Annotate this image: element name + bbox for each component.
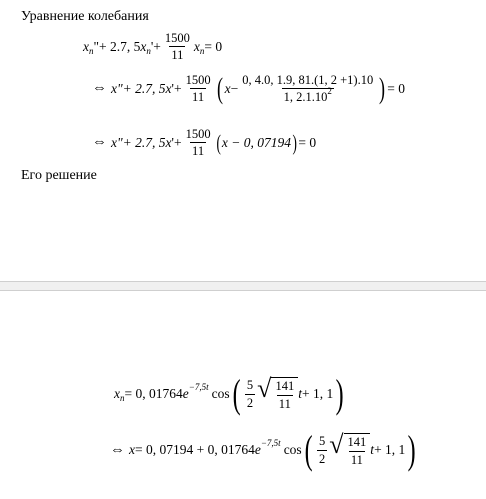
sol1-amplitude: = 0, 01764: [124, 386, 183, 401]
sol1-right-paren: ): [335, 371, 344, 416]
sol2-sqrt: [329, 430, 370, 467]
sol1-cos: cos: [211, 386, 230, 401]
equation-3: [92, 127, 316, 159]
sol2-fraction-141-11: [346, 435, 369, 467]
eq1-frac-den: 11: [171, 48, 184, 63]
sol1-t: t: [298, 386, 302, 401]
sol2-fraction-5-2: [317, 434, 327, 466]
eq1-fraction: [163, 31, 192, 63]
sol2-f1-den: 2: [319, 451, 326, 466]
sol1-f2-num: 141: [275, 379, 295, 394]
sol2-f1-num: 5: [319, 434, 326, 449]
eq1-frac-num: 1500: [164, 31, 190, 45]
page-break: [0, 281, 486, 291]
eq2-fraction: [184, 73, 213, 105]
sol1-radicand: [271, 377, 298, 411]
eq1-x3: x: [193, 38, 200, 54]
sol1-exponent: −7,5t: [188, 382, 209, 392]
eq1-subscript-n3: n: [199, 45, 205, 56]
eq3-equals-zero: = 0: [298, 134, 317, 150]
eq2-iff-symbol: ⇔: [92, 80, 107, 97]
eq2-left-paren: (: [216, 71, 223, 105]
sol2-left-paren: (: [304, 427, 313, 472]
sol2-x: x: [129, 442, 135, 457]
eq3-frac-num: 1500: [185, 127, 211, 141]
eq2-equals-zero: = 0: [387, 80, 405, 96]
sol1-f2-den: 11: [278, 396, 291, 411]
eq1-subscript-n2: n: [146, 45, 151, 56]
eq2-big-den-base: 1, 2.1.10: [283, 90, 328, 105]
eq2-prime-plus: '+: [171, 80, 182, 96]
sol2-phase: + 1, 1: [374, 442, 406, 457]
eq2-minus: −: [230, 80, 239, 96]
heading-its-solution: Его решение: [21, 168, 97, 183]
sol2-right-paren: ): [407, 427, 416, 472]
solution-1: [114, 371, 347, 416]
sol2-radical-sign: √: [329, 430, 344, 460]
eq1-subscript-n: n: [89, 45, 94, 56]
sol2-iff-symbol: ⇔: [110, 441, 125, 458]
eq2-frac-den: 11: [192, 90, 205, 105]
eq3-lhs: x"+ 2.7, 5: [111, 134, 166, 150]
sol1-phase: + 1, 1: [301, 386, 334, 401]
equation-1: [83, 31, 222, 63]
eq1-prime-plus: '+: [150, 38, 161, 54]
eq2-big-den-exp: 2: [327, 86, 332, 97]
sol2-exponent: −7,5t: [260, 438, 281, 448]
eq3-prime-plus: '+: [171, 134, 182, 150]
sol1-f1-den: 2: [246, 395, 254, 410]
sol1-subscript-n: n: [120, 393, 125, 403]
eq3-left-paren: (: [216, 129, 221, 155]
sol2-cos: cos: [283, 442, 302, 457]
eq3-inside: x − 0, 07194: [221, 134, 292, 150]
sol2-f2-num: 141: [347, 435, 367, 450]
eq2-lhs: x"+ 2.7, 5: [111, 80, 166, 96]
eq2-x2: x: [165, 80, 172, 96]
sol2-constant-and-amplitude: = 0, 07194 + 0, 01764: [135, 442, 255, 457]
eq3-fraction: [184, 127, 213, 159]
sol1-f1-num: 5: [246, 378, 254, 393]
solution-2: [110, 427, 419, 472]
sol1-fraction-5-2: [245, 378, 255, 410]
eq1-coef: "+ 2.7, 5: [93, 38, 141, 54]
eq1-x2: x: [140, 38, 147, 54]
sol2-f2-den: 11: [350, 452, 363, 467]
eq2-frac-num: 1500: [185, 73, 211, 87]
eq2-right-paren: ): [379, 71, 386, 105]
sol1-e: e: [182, 386, 189, 401]
eq3-x2: x: [165, 134, 172, 150]
sol1-sqrt: [257, 374, 298, 411]
document-page-2: [0, 291, 486, 499]
eq3-right-paren: ): [292, 129, 297, 155]
sol1-fraction-141-11: [273, 379, 296, 411]
eq1-x: x: [83, 38, 89, 54]
heading-oscillation-equation: Уравнение колебания: [21, 9, 149, 24]
eq3-frac-den: 11: [192, 144, 205, 159]
sol1-x: x: [114, 386, 120, 401]
eq1-equals-zero: = 0: [204, 38, 223, 54]
eq2-big-den: [282, 88, 334, 104]
sol2-t: t: [370, 442, 375, 457]
eq2-big-num: 0, 4.0, 1.9, 81.(1, 2 +1).10: [242, 73, 374, 87]
sol1-radical-sign: √: [257, 374, 272, 404]
eq3-iff-symbol: ⇔: [92, 134, 107, 151]
equation-2: [92, 73, 405, 105]
sol2-radicand: [344, 433, 371, 467]
sol2-e: e: [254, 442, 261, 457]
eq2-x3: x: [224, 80, 231, 96]
sol1-left-paren: (: [232, 371, 241, 416]
eq2-big-fraction: [240, 73, 375, 105]
